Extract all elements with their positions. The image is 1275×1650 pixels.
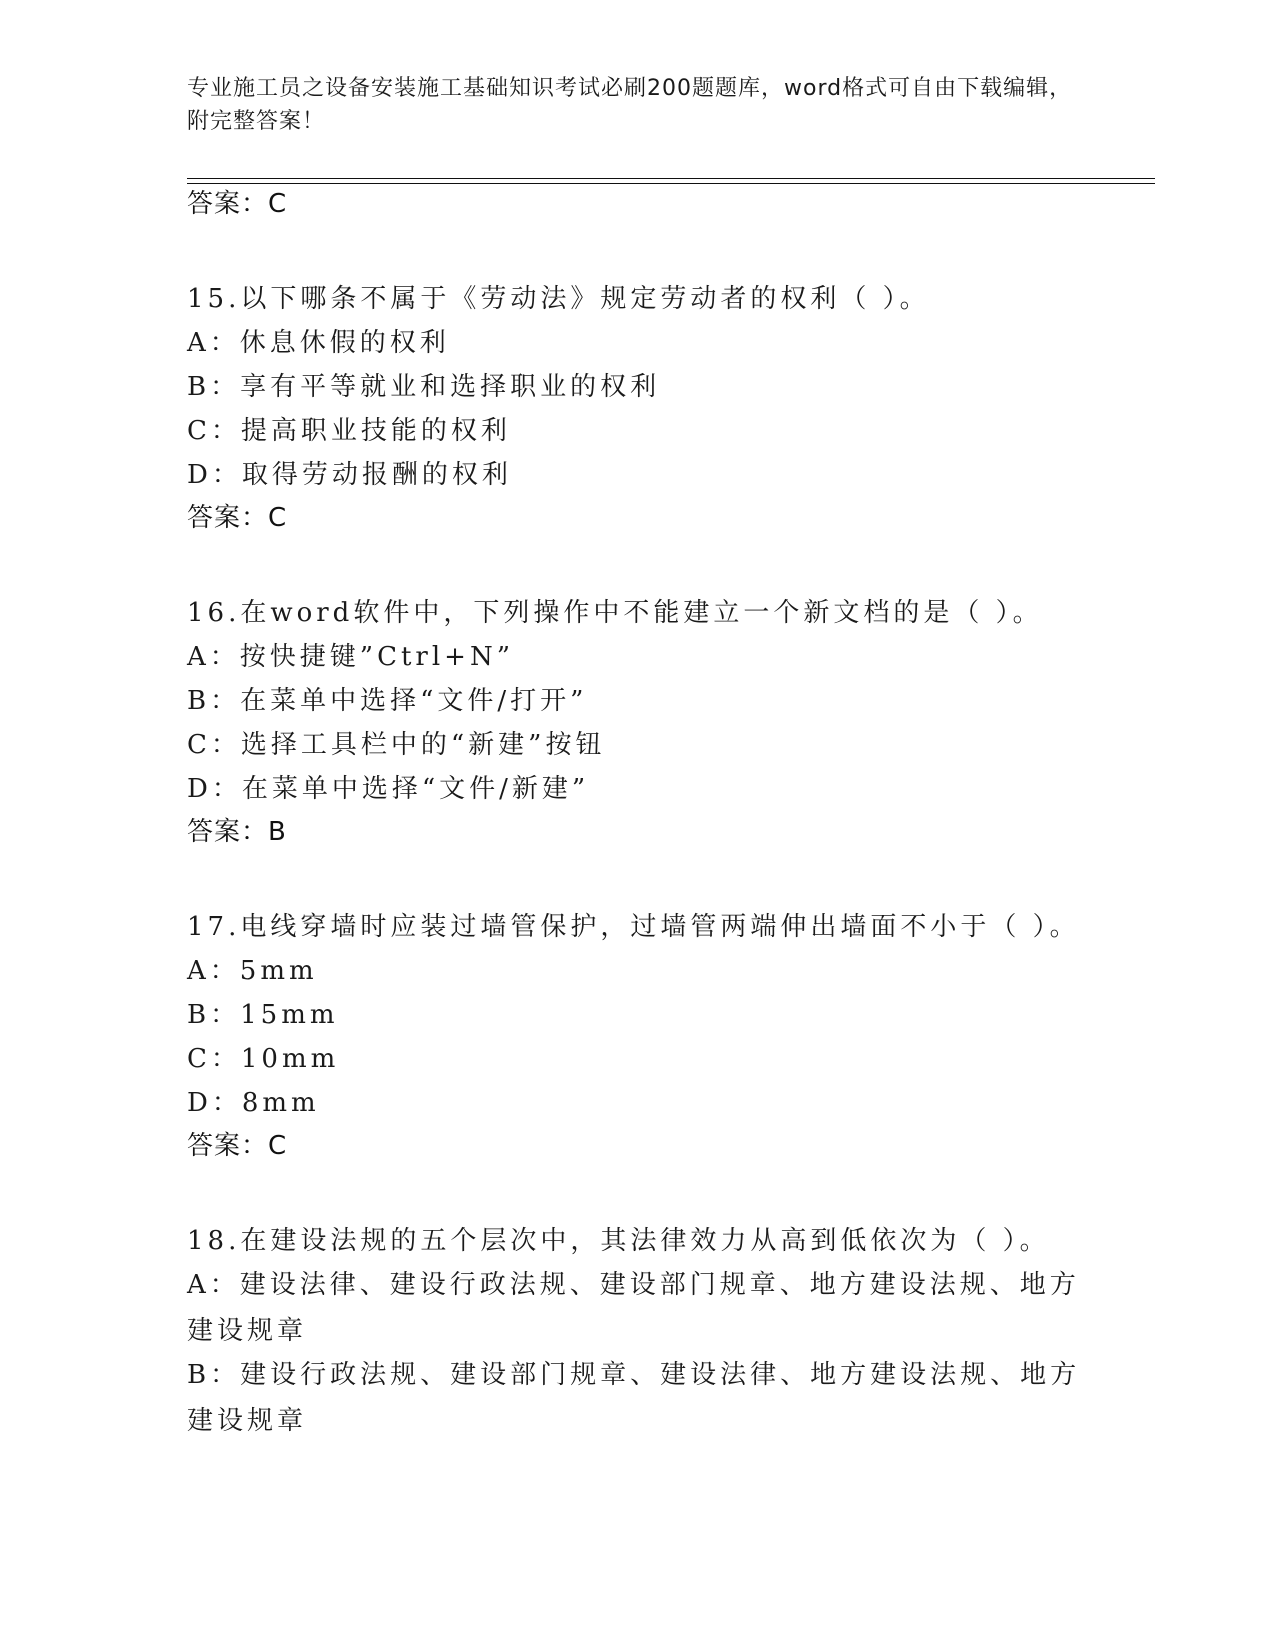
option-c: C：10mm (187, 1044, 340, 1074)
option-b: B：15mm (187, 1000, 339, 1030)
option-b: B：在菜单中选择“文件/打开” (187, 686, 588, 716)
option-d: D：取得劳动报酬的权利 (187, 460, 512, 490)
question-stem: 18.在建设法规的五个层次中，其法律效力从高到低依次为（ ）。 (187, 1226, 1050, 1256)
option-c: C：提高职业技能的权利 (187, 416, 511, 446)
answer-label: 答案：C (187, 189, 288, 219)
option-b: B：建设行政法规、建设部门规章、建设法律、地方建设法规、地方建设规章 (187, 1360, 1081, 1436)
option-a: A：建设法律、建设行政法规、建设部门规章、地方建设法规、地方建设规章 (187, 1270, 1080, 1346)
question-stem: 15.以下哪条不属于《劳动法》规定劳动者的权利（ ）。 (187, 284, 930, 314)
question-stem: 17.电线穿墙时应装过墙管保护，过墙管两端伸出墙面不小于（ ）。 (187, 912, 1080, 942)
document-header: 专业施工员之设备安装施工基础知识考试必刷200题题库，word格式可自由下载编辑，附完整答案！ (187, 76, 1073, 134)
option-a: A：按快捷键”Ctrl+N” (187, 642, 514, 672)
option-a: A：休息休假的权利 (187, 328, 450, 358)
question-stem: 16.在word软件中，下列操作中不能建立一个新文档的是（ ）。 (187, 598, 1043, 628)
option-b: B：享有平等就业和选择职业的权利 (187, 372, 661, 402)
header-divider-bottom (187, 183, 1155, 184)
option-d: D：在菜单中选择“文件/新建” (187, 774, 590, 804)
answer-label: 答案：C (187, 1131, 288, 1161)
answer-label: 答案：C (187, 503, 288, 533)
header-divider-top (187, 178, 1155, 179)
answer-label: 答案：B (187, 817, 287, 847)
option-a: A：5mm (187, 956, 318, 986)
option-d: D：8mm (187, 1088, 320, 1118)
option-c: C：选择工具栏中的“新建”按钮 (187, 730, 606, 760)
